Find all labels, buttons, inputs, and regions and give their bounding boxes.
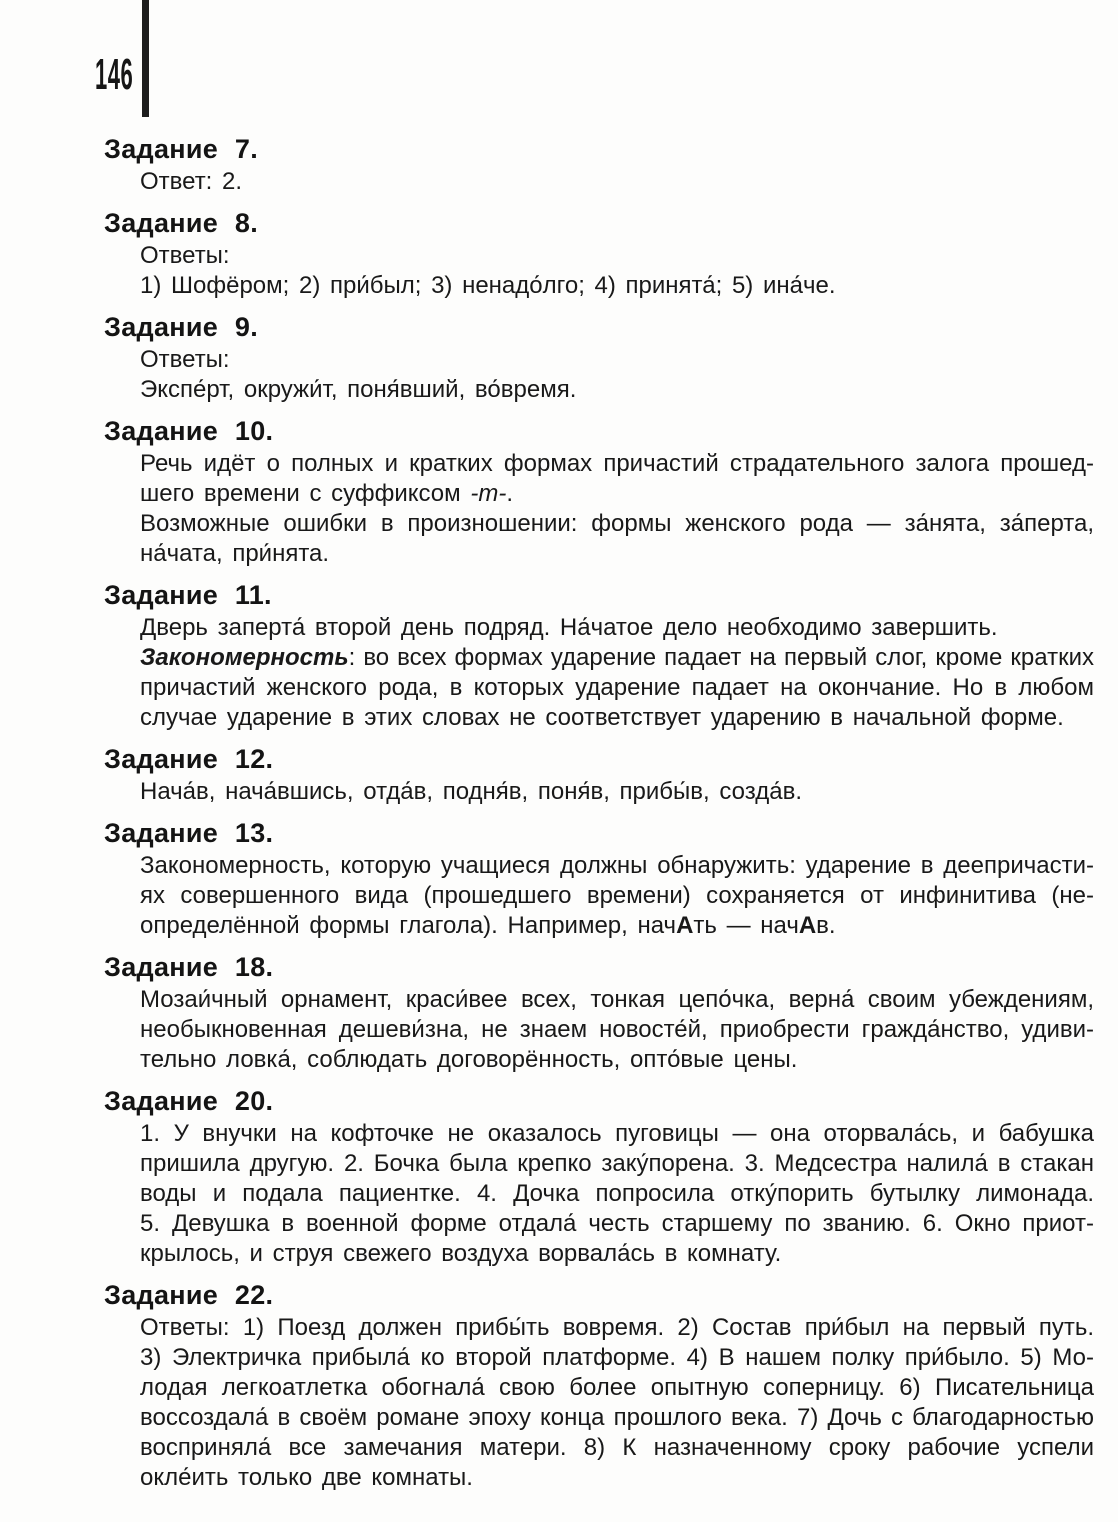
task-line — [140, 375, 1094, 405]
task-line — [140, 1463, 1094, 1493]
task-line — [140, 643, 1094, 673]
text-run: Закономерность — [140, 644, 349, 671]
task-line — [140, 1403, 1094, 1433]
text-run: шего времени с суффиксом — [140, 480, 471, 507]
task-section — [104, 580, 1094, 733]
task-section — [104, 208, 1094, 301]
text-run: -т- — [470, 480, 507, 507]
task-section — [104, 952, 1094, 1075]
task-heading: Задание 9. — [104, 312, 259, 342]
text-run: лодая легкоатлетка обогнала́ свою более опытную соперницу. 6) Писательница — [140, 1374, 1094, 1401]
task-body — [140, 167, 1094, 197]
task-line — [140, 345, 1094, 375]
task-body — [140, 1119, 1094, 1269]
text-run: Ответы: — [140, 346, 230, 373]
task-section — [104, 1280, 1094, 1493]
text-run: случае ударение в этих словах не соответствует ударению в начальной форме. — [140, 704, 1064, 731]
task-line — [140, 1179, 1094, 1209]
text-run: Закономерность, которую учащиеся должны обнаружить: ударение в деепричасти- — [140, 852, 1094, 879]
text-run: необыкновенная дешеви́зна, не знаем новосте́й, приобрести гражда́нство, удиви- — [140, 1016, 1094, 1043]
text-run: ях совершенного вида (прошедшего времени) сохраняется от инфинитива (не- — [140, 882, 1094, 909]
text-run: 3) Электричка прибыла́ ко второй платформе. 4) В нашем полку при́было. 5) Мо- — [140, 1344, 1094, 1371]
task-line — [140, 1239, 1094, 1269]
text-run: Ответы: 1) Поезд должен прибы́ть вовремя. 2) Состав при́был на первый путь. — [140, 1314, 1094, 1341]
task-line — [140, 881, 1094, 911]
task-line — [140, 271, 1094, 301]
text-run: : во всех формах ударение падает на первый слог, кроме кратких — [348, 644, 1094, 671]
page-corner-rule — [142, 0, 149, 117]
task-line — [140, 1209, 1094, 1239]
task-heading: Задание 13. — [104, 818, 274, 848]
task-heading: Задание 11. — [104, 580, 272, 610]
task-heading: Задание 7. — [104, 134, 259, 164]
task-section — [104, 818, 1094, 941]
task-heading: Задание 20. — [104, 1086, 274, 1116]
text-run: пришила другую. 2. Бочка была крепко заку́порена. 3. Медсестра налила́ в стакан — [140, 1150, 1094, 1177]
task-line — [140, 167, 1094, 197]
text-run: воды и подала пациентке. 4. Дочка попросила отку́порить бутылку лимонада. — [140, 1180, 1094, 1207]
tasks-list — [104, 134, 1094, 1493]
task-body — [140, 449, 1094, 569]
task-section — [104, 1086, 1094, 1269]
text-run: Возможные ошибки в произношении: формы женского рода — за́нята, за́перта, — [140, 510, 1094, 537]
task-line — [140, 985, 1094, 1015]
task-line — [140, 449, 1094, 479]
task-line — [140, 777, 1094, 807]
task-heading: Задание 12. — [104, 744, 274, 774]
task-line — [140, 703, 1094, 733]
text-run: в. — [816, 912, 836, 939]
text-run: 5. Девушка в военной форме отдала́ честь старшему по званию. 6. Окно приот- — [140, 1210, 1094, 1237]
task-line — [140, 1015, 1094, 1045]
text-run: тельно ловка́, соблюдать договорённость, опто́вые цены. — [140, 1046, 798, 1073]
task-line — [140, 1343, 1094, 1373]
task-section — [104, 744, 1094, 807]
task-body — [140, 985, 1094, 1075]
task-line — [140, 1149, 1094, 1179]
task-line — [140, 1313, 1094, 1343]
task-body — [140, 777, 1094, 807]
text-run: восприняла́ все замечания матери. 8) К назначенному сроку рабочие успели — [140, 1434, 1094, 1461]
text-run: А — [798, 912, 817, 939]
text-run: Ответы: — [140, 242, 230, 269]
text-run: . — [506, 480, 513, 507]
task-line — [140, 539, 1094, 569]
task-line — [140, 241, 1094, 271]
text-run: А — [676, 912, 694, 939]
task-line — [140, 1119, 1094, 1149]
task-heading: Задание 22. — [104, 1280, 274, 1310]
text-run: 1) Шофёром; 2) при́был; 3) ненадо́лго; 4) принята́; 5) ина́че. — [140, 272, 836, 299]
page-number: 146 — [95, 50, 134, 99]
task-section — [104, 312, 1094, 405]
text-run: крылось, и струя свежего воздуха ворвала́сь в комнату. — [140, 1240, 782, 1267]
text-run: причастий женского рода, в которых ударение падает на окончание. Но в любом — [140, 674, 1094, 701]
task-line — [140, 851, 1094, 881]
task-heading: Задание 10. — [104, 416, 274, 446]
task-body — [140, 1313, 1094, 1493]
task-line — [140, 479, 1094, 509]
task-section — [104, 416, 1094, 569]
task-heading: Задание 8. — [104, 208, 259, 238]
text-run: воссоздала́ в своём романе эпоху конца прошлого века. 7) Дочь с благодарностью — [140, 1404, 1094, 1431]
text-run: Ответ: 2. — [140, 168, 243, 195]
task-heading: Задание 18. — [104, 952, 274, 982]
task-section — [104, 134, 1094, 197]
task-line — [140, 1045, 1094, 1075]
task-line — [140, 509, 1094, 539]
text-run: Нача́в, нача́вшись, отда́в, подня́в, поня́в, прибы́в, созда́в. — [140, 778, 802, 805]
text-run: ть — нач — [693, 912, 799, 939]
task-line — [140, 613, 1094, 643]
task-line — [140, 1433, 1094, 1463]
text-run: Дверь заперта́ второй день подряд. На́чатое дело необходимо завершить. — [140, 614, 998, 641]
text-run: 1. У внучки на кофточке не оказалось пуговицы — она оторвала́сь, и бабушка — [140, 1120, 1094, 1147]
text-run: Мозаи́чный орнамент, краси́вее всех, тонкая цепо́чка, верна́ своим убеждениям, — [140, 986, 1094, 1013]
task-body — [140, 851, 1094, 941]
text-run: на́чата, при́нята. — [140, 540, 330, 567]
task-line — [140, 673, 1094, 703]
task-body — [140, 345, 1094, 405]
task-line — [140, 911, 1094, 941]
text-run: окле́ить только две комнаты. — [140, 1464, 473, 1491]
task-body — [140, 613, 1094, 733]
text-run: определённой формы глагола). Например, нач — [140, 912, 677, 939]
task-body — [140, 241, 1094, 301]
task-line — [140, 1373, 1094, 1403]
text-run: Речь идёт о полных и кратких формах причастий страдательного залога прошед- — [140, 450, 1094, 477]
text-run: Экспе́рт, окружи́т, поня́вший, во́время. — [140, 376, 577, 403]
